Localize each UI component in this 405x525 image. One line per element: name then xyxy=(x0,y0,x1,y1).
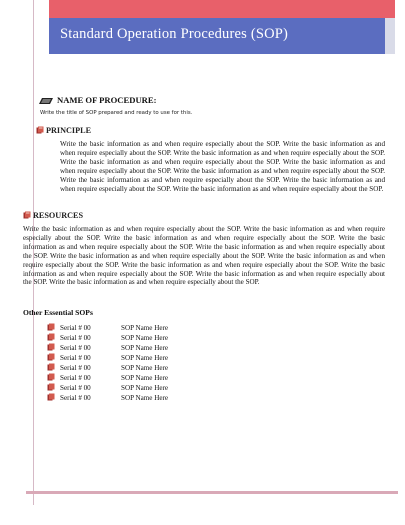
book-bullet-icon xyxy=(47,353,55,361)
resources-text: Write the basic information as and when require especially about the SOP. Write the basic information as and when require especially about the SOP. Write the basic information as and when require especially about the SOP. Write the basic information as and when require especially about the SOP. Write the basic information as and when require especially about the SOP. Write the basic information as and when require especially about the SOP. Write the basic information as and when require especially about the SOP. Write the basic information as and when require especially about the SOP. Write the basic information as and when require especially about the SOP. Write the basic information as and when require especially about the SOP. Write the basic information as and when require especially about the SOP. xyxy=(23,225,385,287)
other-sops-heading: Other Essential SOPs xyxy=(23,308,93,317)
book-bullet-icon xyxy=(47,383,55,391)
list-item xyxy=(47,363,168,373)
sop-serial: Serial # 00 xyxy=(60,324,91,332)
list-item xyxy=(47,353,168,363)
principle-heading-row xyxy=(36,126,91,135)
resources-heading-row xyxy=(23,211,83,220)
sop-name: SOP Name Here xyxy=(121,384,169,392)
sop-name: SOP Name Here xyxy=(121,394,169,402)
procedure-name-row xyxy=(39,95,156,105)
sop-serial: Serial # 00 xyxy=(60,374,91,382)
sop-name: SOP Name Here xyxy=(121,374,169,382)
sop-serial: Serial # 00 xyxy=(60,334,91,342)
procedure-name-label: NAME OF PROCEDURE: xyxy=(57,95,157,105)
principle-text: Write the basic information as and when require especially about the SOP. Write the basic information as and when require especially about the SOP. Write the basic information as and when require especially about the SOP. Write the basic information as and when require especially about the SOP. Write the basic information as and when require especially about the SOP. Write the basic information as and when require especially about the SOP. Write the basic information as and when require especially about the SOP. Write the basic information as and when require especially about the SOP. Write the basic information as and when require especially about the SOP. xyxy=(60,140,385,193)
book-bullet-icon xyxy=(47,323,55,331)
sop-name: SOP Name Here xyxy=(121,354,169,362)
resources-heading: RESOURCES xyxy=(33,211,84,220)
book-bullet-icon xyxy=(47,393,55,401)
sop-serial: Serial # 00 xyxy=(60,344,91,352)
procedure-instruction: Write the title of SOP prepared and ready to use for this. xyxy=(40,110,193,116)
sop-serial: Serial # 00 xyxy=(60,364,91,372)
book-icon xyxy=(23,211,31,219)
other-sops-list xyxy=(47,323,168,403)
book-bullet-icon xyxy=(47,343,55,351)
header-accent-band xyxy=(49,0,395,18)
pencil-icon xyxy=(39,97,53,104)
book-bullet-icon xyxy=(47,373,55,381)
list-item xyxy=(47,343,168,353)
sop-serial: Serial # 00 xyxy=(60,354,91,362)
book-bullet-icon xyxy=(47,363,55,371)
sop-name: SOP Name Here xyxy=(121,324,169,332)
sop-serial: Serial # 00 xyxy=(60,394,91,402)
bottom-divider xyxy=(26,491,398,494)
book-bullet-icon xyxy=(47,333,55,341)
list-item xyxy=(47,383,168,393)
list-item xyxy=(47,373,168,383)
sop-serial: Serial # 00 xyxy=(60,384,91,392)
page-title: Standard Operation Procedures (SOP) xyxy=(60,26,289,42)
list-item xyxy=(47,323,168,333)
list-item xyxy=(47,393,168,403)
sop-name: SOP Name Here xyxy=(121,364,169,372)
principle-heading: PRINCIPLE xyxy=(46,126,92,135)
list-item xyxy=(47,333,168,343)
sop-name: SOP Name Here xyxy=(121,344,169,352)
book-icon xyxy=(36,126,44,134)
sop-name: SOP Name Here xyxy=(121,334,169,342)
